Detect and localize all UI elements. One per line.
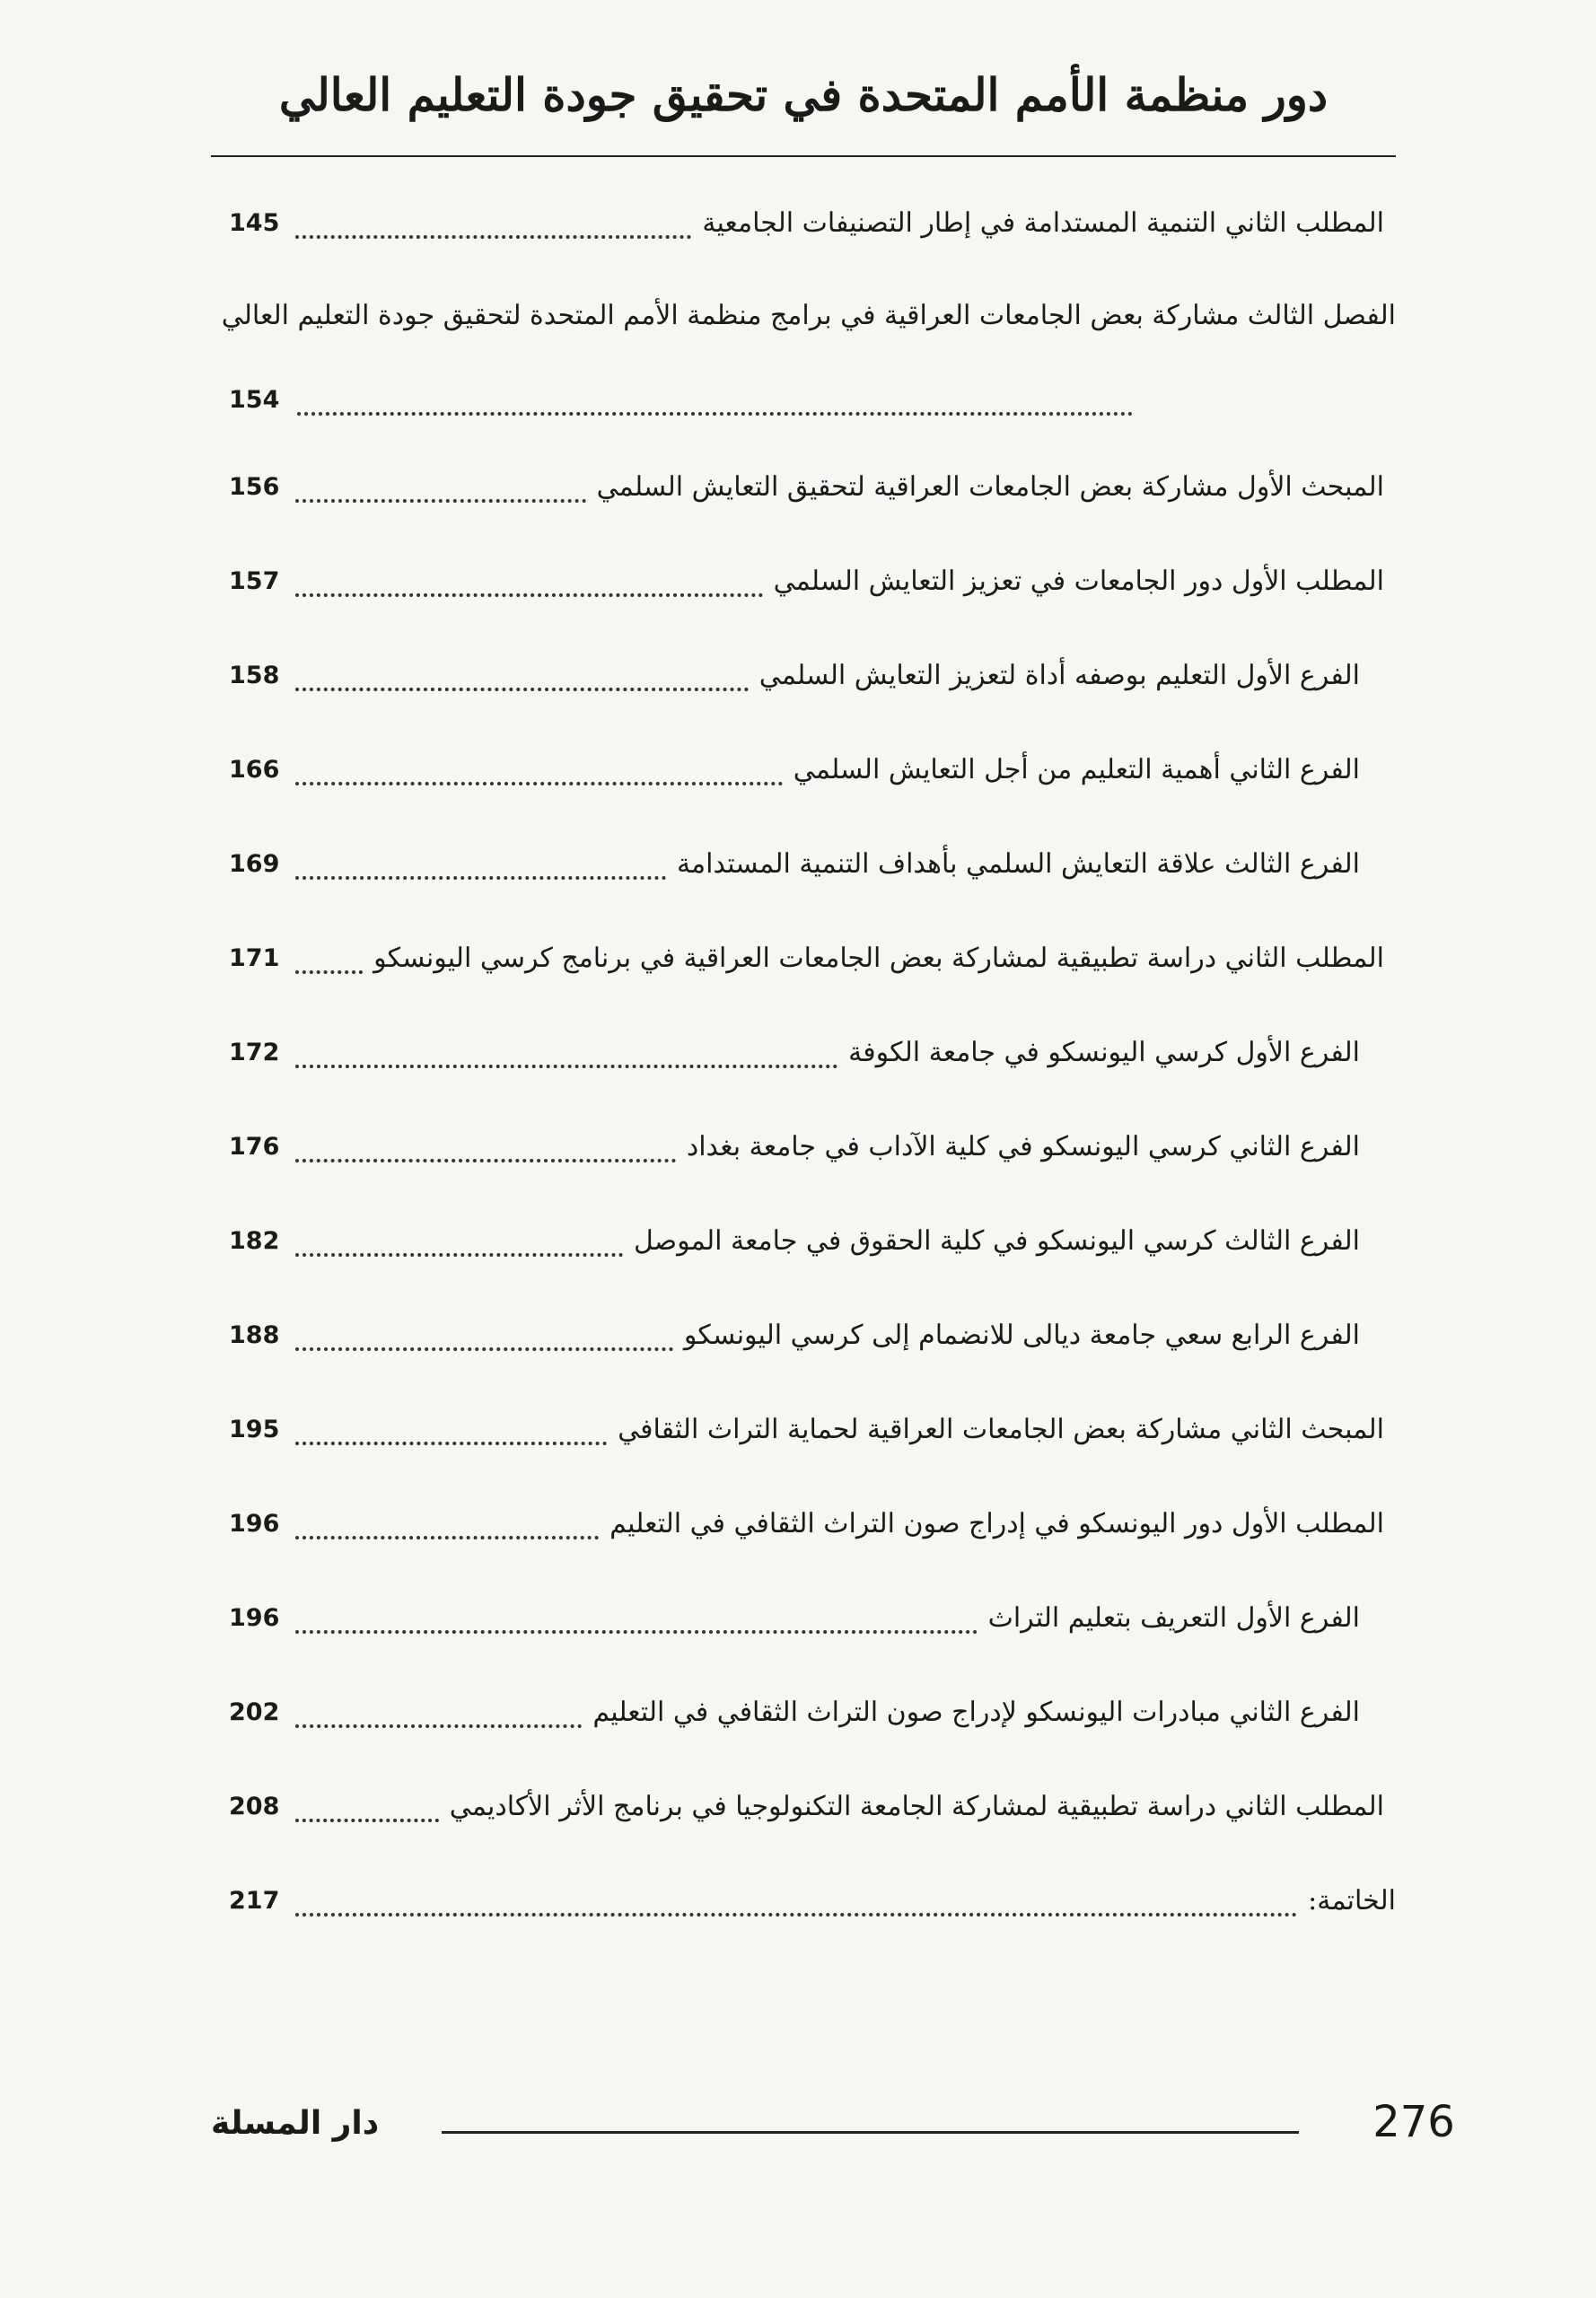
toc-leader-dots <box>295 771 783 785</box>
toc-entry-title: الفرع الأول كرسي اليونسكو في جامعة الكوفة <box>848 1036 1360 1068</box>
toc-entry-page: 171 <box>229 943 280 972</box>
toc-leader-dots <box>295 1808 439 1822</box>
toc-leader-dots <box>295 1431 607 1445</box>
toc-entry-title: الفرع الثاني كرسي اليونسكو في كلية الآداب في جامعة بغداد <box>686 1130 1360 1162</box>
toc-entry[interactable] <box>221 285 1396 345</box>
toc-entry-page: 145 <box>229 208 280 237</box>
toc-entry[interactable] <box>229 1776 1384 1836</box>
toc-entry-title: المطلب الثاني دراسة تطبيقية لمشاركة بعض الجامعات العراقية في برنامج كرسي اليونسكو <box>373 942 1384 974</box>
toc-leader-dots <box>295 1714 582 1728</box>
toc-entry-page: 156 <box>229 472 280 501</box>
toc-entry[interactable] <box>229 551 1384 610</box>
toc-entry-title: الفرع الثالث كرسي اليونسكو في كلية الحقوق في جامعة الموصل <box>633 1224 1360 1257</box>
toc-entry[interactable] <box>229 928 1384 987</box>
toc-leader-dots <box>297 401 1133 416</box>
toc-leader-dots <box>295 1337 673 1351</box>
toc-entry-continuation[interactable] <box>229 370 1384 429</box>
toc-entry-page: 202 <box>229 1697 280 1726</box>
toc-entry-page: 157 <box>229 566 280 595</box>
page-number: 276 <box>1372 2097 1455 2147</box>
toc-leader-dots <box>295 1148 676 1162</box>
footer-divider <box>442 2131 1299 2134</box>
toc-leader-dots <box>295 583 763 597</box>
toc-entry-page: 217 <box>229 1886 280 1915</box>
toc-leader-dots <box>295 1902 1297 1916</box>
toc-entry-page: 158 <box>229 661 280 689</box>
toc-entry[interactable] <box>229 1022 1360 1082</box>
toc-entry[interactable] <box>229 1682 1360 1741</box>
toc-entry-page: 172 <box>229 1038 280 1066</box>
toc-entry-title: المطلب الأول دور اليونسكو في إدراج صون التراث الثقافي في التعليم <box>609 1507 1384 1539</box>
toc-entry[interactable] <box>229 193 1384 252</box>
toc-entry[interactable] <box>229 645 1360 705</box>
toc-leader-dots <box>295 677 749 691</box>
toc-entry-title: الخاتمة: <box>1308 1884 1396 1916</box>
toc-entry-page: 182 <box>229 1226 280 1255</box>
toc-leader-dots <box>295 1525 599 1539</box>
toc-entry-title: الفرع الأول التعريف بتعليم التراث <box>987 1601 1360 1634</box>
toc-entry[interactable] <box>229 834 1360 893</box>
toc-entry-title: المبحث الأول مشاركة بعض الجامعات العراقية لتحقيق التعايش السلمي <box>596 470 1384 503</box>
toc-entry[interactable] <box>229 1305 1360 1364</box>
toc-entry-title: الفرع الثالث علاقة التعايش السلمي بأهداف التنمية المستدامة <box>676 847 1360 880</box>
toc-entry-page: 188 <box>229 1320 280 1349</box>
toc-entry-title: المبحث الثاني مشاركة بعض الجامعات العراقية لحماية التراث الثقافي <box>618 1413 1384 1445</box>
toc-entry-title: الفرع الثاني مبادرات اليونسكو لإدراج صون التراث الثقافي في التعليم <box>592 1696 1360 1728</box>
toc-entry-page: 196 <box>229 1509 280 1538</box>
toc-entry[interactable] <box>229 1871 1396 1930</box>
running-header-title: دور منظمة الأمم المتحدة في تحقيق جودة التعليم العالي <box>278 68 1329 121</box>
toc-entry-page: 154 <box>229 385 280 414</box>
toc-leader-dots <box>295 1619 978 1634</box>
toc-entry-title: الفرع الأول التعليم بوصفه أداة لتعزيز التعايش السلمي <box>759 659 1360 691</box>
toc-entry-page: 176 <box>229 1132 280 1161</box>
toc-entry[interactable] <box>229 740 1360 799</box>
toc-leader-dots <box>295 1242 623 1257</box>
toc-entry[interactable] <box>229 1117 1360 1176</box>
toc-entry-title: الفصل الثالث مشاركة بعض الجامعات العراقية في برامج منظمة الأمم المتحدة لتحقيق جودة التعليم العالي <box>221 299 1396 331</box>
toc-leader-dots <box>295 1054 837 1068</box>
toc-entry[interactable] <box>229 1399 1384 1459</box>
toc-entry-page: 166 <box>229 755 280 784</box>
toc-entry-title: المطلب الثاني التنمية المستدامة في إطار التصنيفات الجامعية <box>702 206 1384 239</box>
toc-entry[interactable] <box>229 1494 1384 1553</box>
toc-entry-page: 196 <box>229 1603 280 1632</box>
toc-leader-dots <box>295 488 586 503</box>
toc-entry-title: الفرع الثاني أهمية التعليم من أجل التعايش السلمي <box>793 753 1360 785</box>
toc-entry-page: 208 <box>229 1792 280 1820</box>
toc-entry-title: المطلب الأول دور الجامعات في تعزيز التعايش السلمي <box>773 565 1384 597</box>
toc-entry-title: المطلب الثاني دراسة تطبيقية لمشاركة الجامعة التكنولوجيا في برنامج الأثر الأكاديمي <box>449 1790 1384 1822</box>
toc-entry-page: 169 <box>229 849 280 878</box>
publisher-name: دار المسلة <box>211 2105 380 2142</box>
toc-entry-page: 195 <box>229 1415 280 1443</box>
toc-entry[interactable] <box>229 1588 1360 1647</box>
toc-leader-dots <box>295 960 363 974</box>
toc-entry[interactable] <box>229 457 1384 516</box>
toc-entry[interactable] <box>229 1211 1360 1270</box>
toc-entry-title: الفرع الرابع سعي جامعة ديالى للانضمام إلى كرسي اليونسكو <box>683 1319 1360 1351</box>
toc-leader-dots <box>295 224 691 239</box>
toc-leader-dots <box>295 865 666 880</box>
